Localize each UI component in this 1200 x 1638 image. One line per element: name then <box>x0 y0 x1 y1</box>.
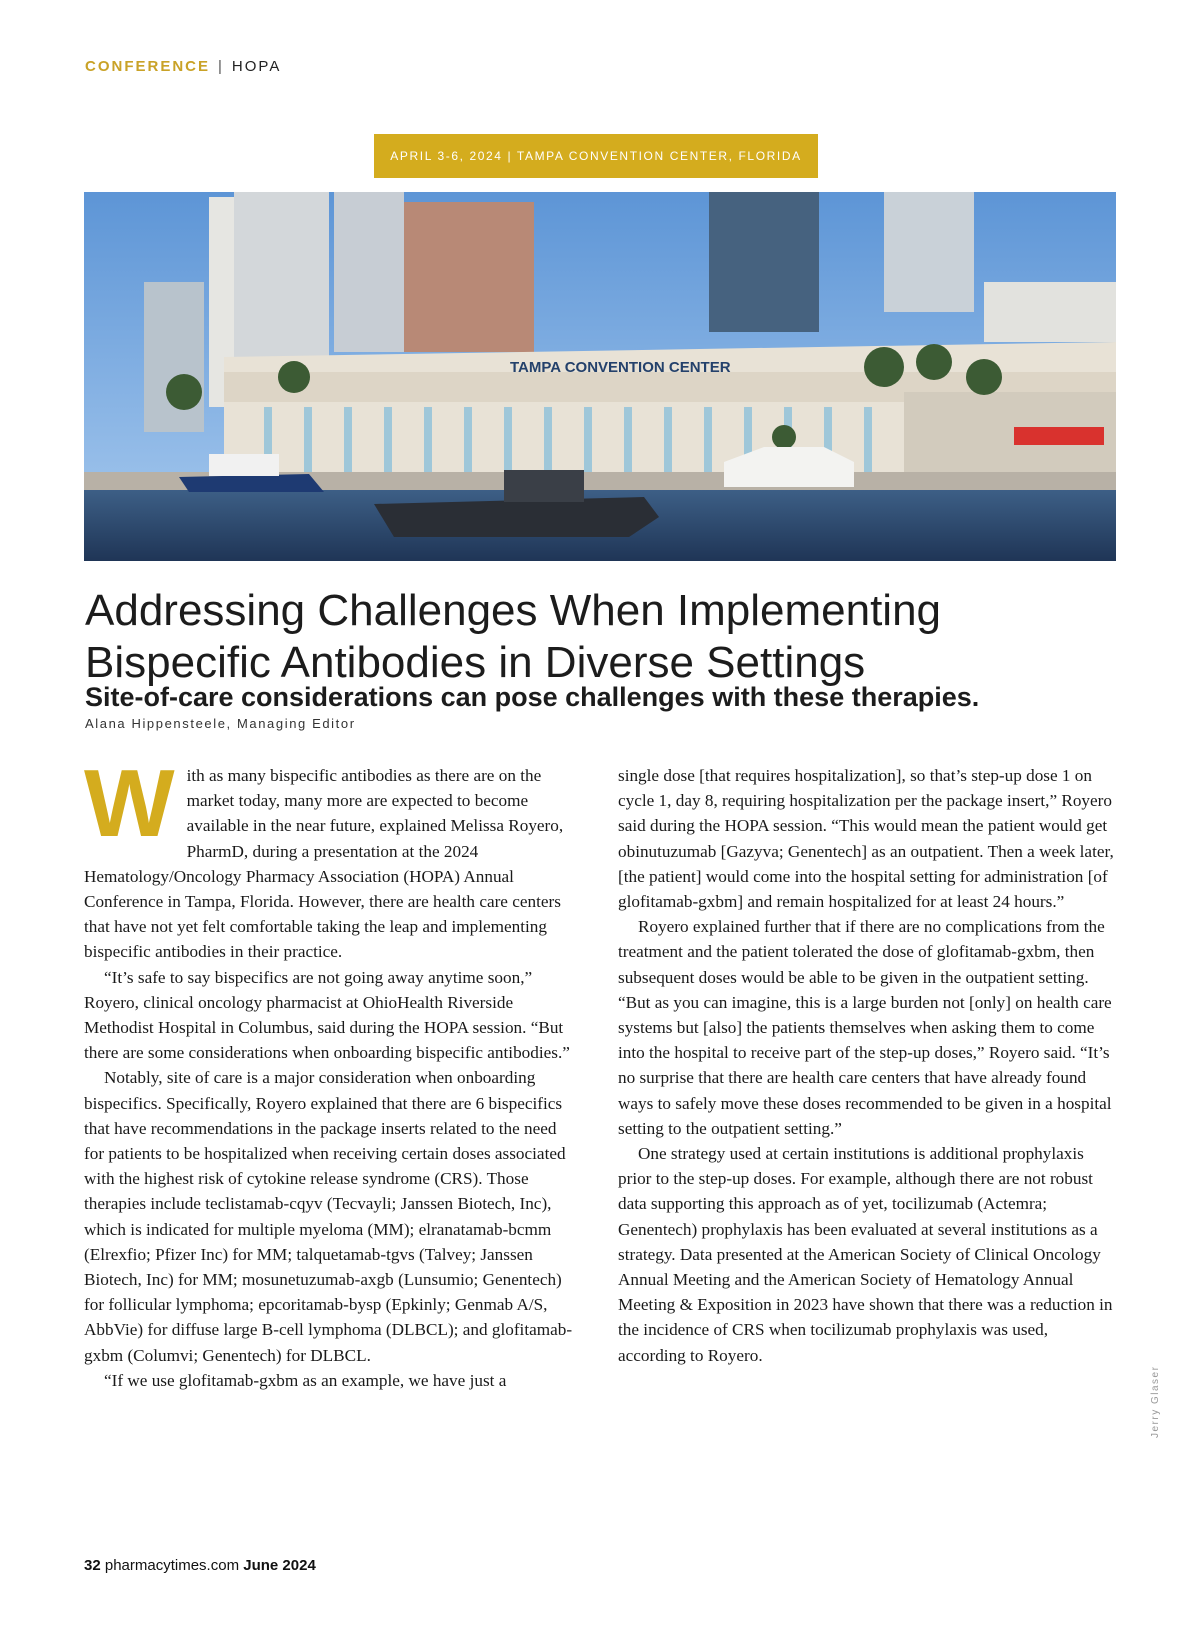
article-column-2 <box>618 763 1120 1368</box>
paragraph: “It’s safe to say bispecifics are not going away anytime soon,” Royero, clinical oncology pharmacist at OhioHealth Riverside Methodist Hospital in Columbus, said during the HOPA session. “But there are some considerations when onboarding bispecific antibodies.” <box>84 967 570 1063</box>
page-footer <box>84 1557 316 1574</box>
article-subtitle: Site-of-care considerations can pose challenges with these therapies. <box>85 682 980 712</box>
header-separator: | <box>218 58 224 75</box>
event-banner: APRIL 3-6, 2024 | TAMPA CONVENTION CENTER, FLORIDA <box>374 134 818 178</box>
section-header <box>85 58 281 75</box>
paragraph: single dose [that requires hospitalization], so that’s step-up dose 1 on cycle 1, day 8, requiring hospitalization per the package insert,” Royero said during the HOPA session. “This would mean the patient would get obinutuzumab [Gazyva; Genentech] as an outpatient. Then a week later, [the patient] would come into the hospital setting for administration [of glofitamab-gxbm] and remain hospitalized for at least 24 hours.” <box>618 766 1114 912</box>
publication-label: HOPA <box>231 58 282 75</box>
section-label: CONFERENCE <box>85 58 211 75</box>
byline: Alana Hippensteele, Managing Editor <box>85 716 356 731</box>
paragraph: “If we use glofitamab-gxbm as an example, we have just a <box>104 1370 507 1390</box>
paragraph: One strategy used at certain institutions is additional prophylaxis prior to the step-up doses. For example, although there are not robust data supporting this approach as of yet, tocilizumab (Actemra; Genentech) prophylaxis has been evaluated at several institutions as a strategy. Data presented at the American Society of Clinical Oncology Annual Meeting and the American Society of Hematology Annual Meeting & Exposition in 2023 have shown that there was a reduction in the incidence of CRS when tocilizumab prophylaxis was used, according to Royero. <box>618 1144 1113 1365</box>
article-title: Addressing Challenges When Implementing Bispecific Antibodies in Diverse Settings <box>85 586 942 687</box>
drop-cap: W <box>84 750 175 857</box>
convention-center-photo <box>84 192 1116 561</box>
paragraph-text: ith as many bispecific antibodies as there are on the market today, many more are expected to become available in the near future, explained Melissa Royero, PharmD, during a presentation at the 2024 Hematology/Oncology Pharmacy Association (HOPA) Annual Conference in Tampa, Florida. However, there are health care centers that have not yet felt comfortable taking the leap and implementing bispecific antibodies in their practice. <box>84 766 564 962</box>
page-number: 32 <box>84 1557 101 1574</box>
site-name: pharmacytimes.com <box>104 1557 240 1574</box>
paragraph: Notably, site of care is a major consideration when onboarding bispecifics. Specifically, Royero explained that there are 6 bispecifics that have recommendations in the package inserts related to the need for patients to be hospitalized when receiving certain doses associated with the highest risk of cytokine release syndrome (CRS). Those therapies include teclistamab-cqyv (Tecvayli; Janssen Biotech, Inc), which is indicated for multiple myeloma (MM); elranatamab-bcmm (Elrexfio; Pfizer Inc) for MM; talquetamab-tgvs (Talvey; Janssen Biotech, Inc) for MM; mosunetuzumab-axgb (Lunsumio; Genentech) for follicular lymphoma; epcoritamab-bysp (Epkinly; Genmab A/S, AbbVie) for diffuse large B-cell lymphoma (DLBCL); and glofitamab-gxbm (Columvi; Genentech) for DLBCL. <box>84 1068 573 1365</box>
paragraph <box>84 750 580 965</box>
paragraph: Royero explained further that if there are no complications from the treatment and the patient tolerated the dose of glofitamab-gxbm, then subsequent doses would be able to be given in the outpatient setting. “But as you can imagine, this is a large burden not [only] on health care systems but [also] the patients themselves when asking them to come into the hospital to receive part of the step-up doses,” Royero said. “It’s no surprise that there are health care centers that have already found ways to safely move these doses recommended to be given in a hospital setting to the outpatient setting.” <box>618 917 1112 1138</box>
issue-date: June 2024 <box>243 1557 316 1574</box>
photo-credit: Jerry Glaser <box>1150 1365 1161 1438</box>
sign-text: TAMPA CONVENTION CENTER <box>510 359 731 376</box>
article-column-1 <box>84 750 580 1393</box>
